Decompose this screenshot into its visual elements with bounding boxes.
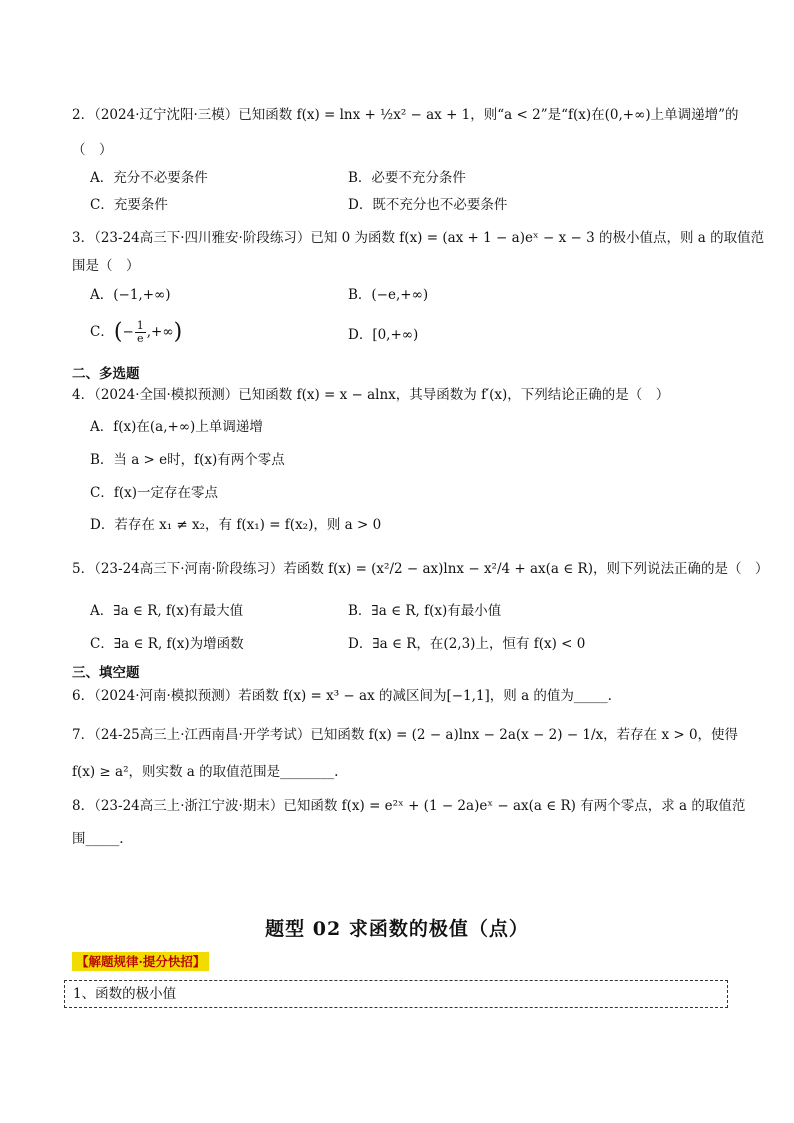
q2-stem: 2．（2024·辽宁沈阳·三模）已知函数 f(x) = lnx + ½x² − ax + 1，则“a < 2”是“f(x)在(0,+∞)上单调递增”的 xyxy=(72,107,739,123)
q5-option-d: D．∃a ∈ R，在(2,3)上，恒有 f(x) < 0 xyxy=(348,636,586,652)
q8-stem: 8．（23-24高三上·浙江宁波·期末）已知函数 f(x) = e²ˣ + (1 − 2a)eˣ − ax(a ∈ R) 有两个零点，求 a 的取值范 xyxy=(72,798,746,814)
q2-answer-bracket: （ ） xyxy=(72,142,113,158)
q4-stem: 4．（2024·全国·模拟预测）已知函数 f(x) = x − alnx，其导函数为 f′(x)，下列结论正确的是（ ） xyxy=(72,387,670,403)
q3-option-b: B．(−e,+∞) xyxy=(348,287,429,303)
q2-option-b: B．必要不充分条件 xyxy=(348,170,466,186)
q2-option-a: A．充分不必要条件 xyxy=(90,170,208,186)
q7-stem-continued: f(x) ≥ a²，则实数 a 的取值范围是________. xyxy=(72,764,339,780)
q4-option-b: B．当 a > e时，f(x)有两个零点 xyxy=(90,452,285,468)
tip-box-text: 1、函数的极小值 xyxy=(73,986,177,1002)
q2-option-d: D．既不充分也不必要条件 xyxy=(348,197,508,213)
q3-option-c-label: C． xyxy=(90,324,114,340)
q4-option-c: C．f(x)一定存在零点 xyxy=(90,485,218,501)
q8-stem-continued: 围_____. xyxy=(72,831,124,847)
tip-box xyxy=(64,980,728,1008)
q7-stem: 7．（24-25高三上·江西南昌·开学考试）已知函数 f(x) = (2 − a)lnx − 2a(x − 2) − 1/x，若存在 x > 0，使得 xyxy=(72,727,739,743)
q5-stem: 5．（23-24高三下·河南·阶段练习）若函数 f(x) = (x²/2 − ax)lnx − x²/4 + ax(a ∈ R)，则下列说法正确的是（ ） xyxy=(72,561,769,577)
q5-option-c: C．∃a ∈ R, f(x)为增函数 xyxy=(90,636,244,652)
q3-stem-continued: 围是（ ） xyxy=(72,258,140,274)
section-fill-in-blank: 三、填空题 xyxy=(72,665,140,681)
q4-option-d: D．若存在 x₁ ≠ x₂，有 f(x₁) = f(x₂)，则 a > 0 xyxy=(90,517,382,533)
q4-option-a: A．f(x)在(a,+∞)上单调递增 xyxy=(90,419,263,435)
tip-tag: 【解题规律·提分快招】 xyxy=(72,952,209,971)
q6-stem: 6．（2024·河南·模拟预测）若函数 f(x) = x³ − ax 的减区间为[−1,1]，则 a 的值为_____. xyxy=(72,688,612,704)
q3-option-c-fraction: $\frac{1}{e}$ xyxy=(136,319,144,345)
section-heading: 题型 02 求函数的极值（点） xyxy=(265,918,529,940)
q5-option-b: B．∃a ∈ R, f(x)有最小值 xyxy=(348,603,502,619)
q5-option-a: A．∃a ∈ R, f(x)有最大值 xyxy=(90,603,244,619)
q3-stem: 3．（23-24高三下·四川雅安·阶段练习）已知 0 为函数 f(x) = (ax + 1 − a)eˣ − x − 3 的极小值点，则 a 的取值范 xyxy=(72,230,765,246)
q3-option-c-tail: ,+∞ xyxy=(146,324,174,340)
q3-option-c: C．(− $\frac{1}{e}$ ,+∞) xyxy=(90,319,183,345)
section-multiple-choice: 二、多选题 xyxy=(72,366,140,382)
q3-option-a: A．(−1,+∞) xyxy=(90,287,171,303)
q3-option-d: D．[0,+∞) xyxy=(348,327,419,343)
q2-option-c: C．充要条件 xyxy=(90,197,168,213)
